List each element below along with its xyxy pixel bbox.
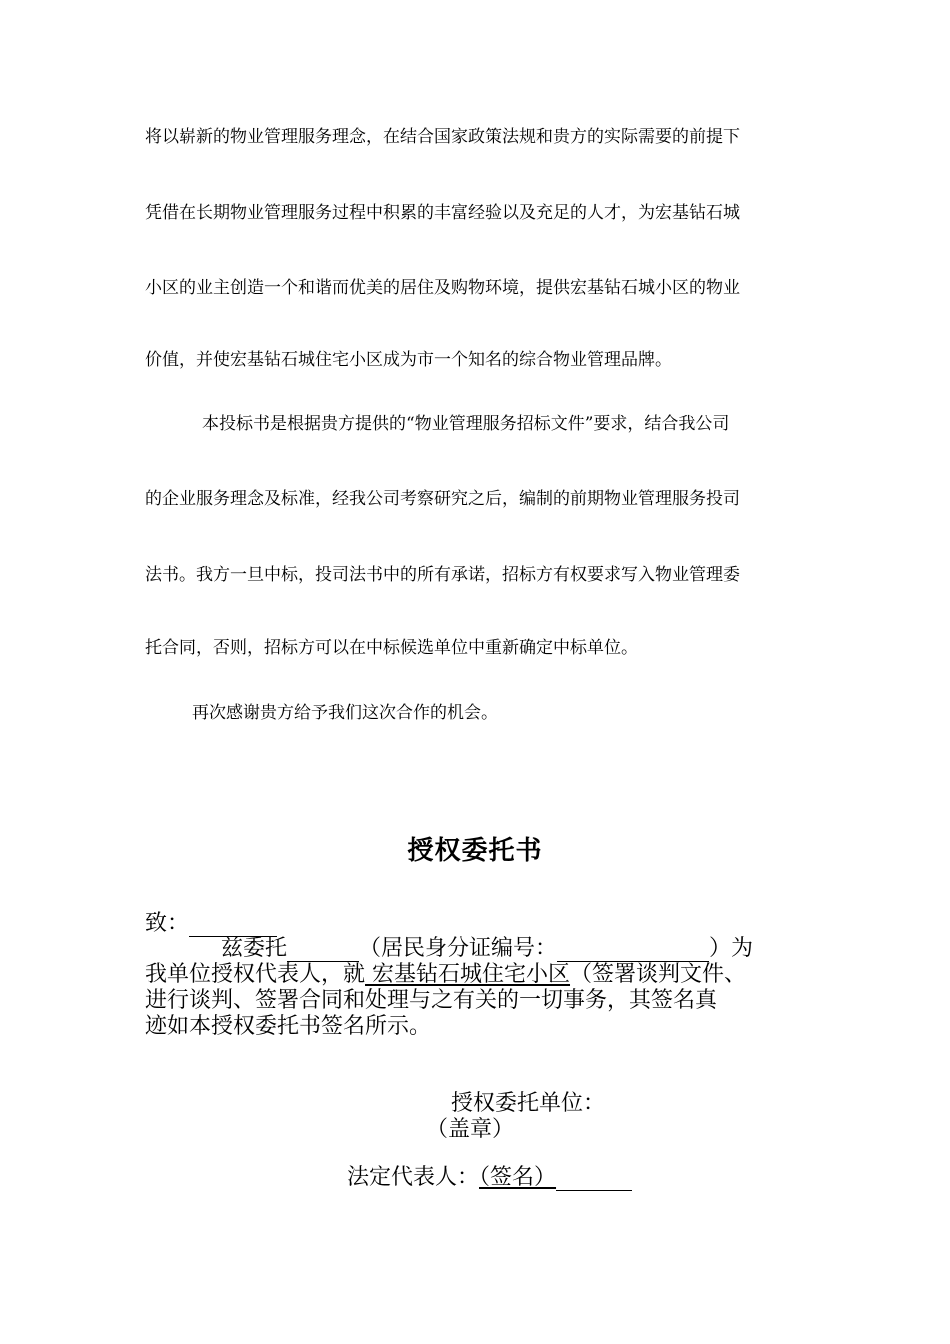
project-name: 宏基钻石城住宅小区 <box>365 962 571 987</box>
delegate-name-blank <box>287 939 359 962</box>
paragraph-line-7: 法书。我方一旦中标，投司法书中的所有承诺，招标方有权要求写入物业管理委 <box>145 565 740 585</box>
to-label: 致： <box>145 911 190 936</box>
sign-documents-text: （签署谈判文件、 <box>570 962 747 987</box>
paragraph-line-1: 将以崭新的物业管理服务理念，在结合国家政策法规和贵方的实际需要的前提下 <box>145 127 740 147</box>
paragraph-line-2: 凭借在长期物业管理服务过程中积累的丰富经验以及充足的人才，为宏基钻石城 <box>145 203 740 223</box>
legal-representative-label: 法定代表人： <box>347 1165 480 1190</box>
paragraph-line-3: 小区的业主创造一个和谐而优美的居住及购物环境，提供宏基钻石城小区的物业 <box>145 278 740 298</box>
paragraph-line-9: 再次感谢贵方给予我们这次合作的机会。 <box>192 703 498 723</box>
authorizing-unit-label: 授权委托单位： <box>451 1091 606 1116</box>
id-number-label: （居民身分证编号： <box>359 936 558 961</box>
legal-representative-line <box>347 1165 632 1191</box>
representative-text: 我单位授权代表人，就 <box>145 962 366 987</box>
addressee-line <box>145 911 277 937</box>
paragraph-line-4: 价值，并使宏基钻石城住宅小区成为市一个知名的综合物业管理品牌。 <box>145 350 672 370</box>
signature-label: （签名） <box>479 1165 557 1190</box>
paragraph-line-6: 的企业服务理念及标准，经我公司考察研究之后，编制的前期物业管理服务投司 <box>145 489 740 509</box>
paragraph-line-8: 托合同，否则，招标方可以在中标候选单位中重新确定中标单位。 <box>145 638 638 658</box>
seal-label: （盖章） <box>426 1117 515 1142</box>
representative-line <box>145 962 746 988</box>
document-title: 授权委托书 <box>407 836 543 866</box>
signature-reference-line: 迹如本授权委托书签名所示。 <box>145 1014 432 1039</box>
signature-blank <box>556 1168 632 1191</box>
entrust-text: 兹委托 <box>221 936 288 961</box>
entrust-line <box>221 936 753 962</box>
id-number-blank <box>557 939 709 962</box>
authority-line: 进行谈判、签署合同和处理与之有关的一切事务，其签名真 <box>145 988 718 1013</box>
paragraph-line-5: 本投标书是根据贵方提供的“物业管理服务招标文件”要求，结合我公司 <box>202 414 730 434</box>
addressee-blank <box>189 914 277 937</box>
entrust-text-end: ）为 <box>709 936 754 961</box>
